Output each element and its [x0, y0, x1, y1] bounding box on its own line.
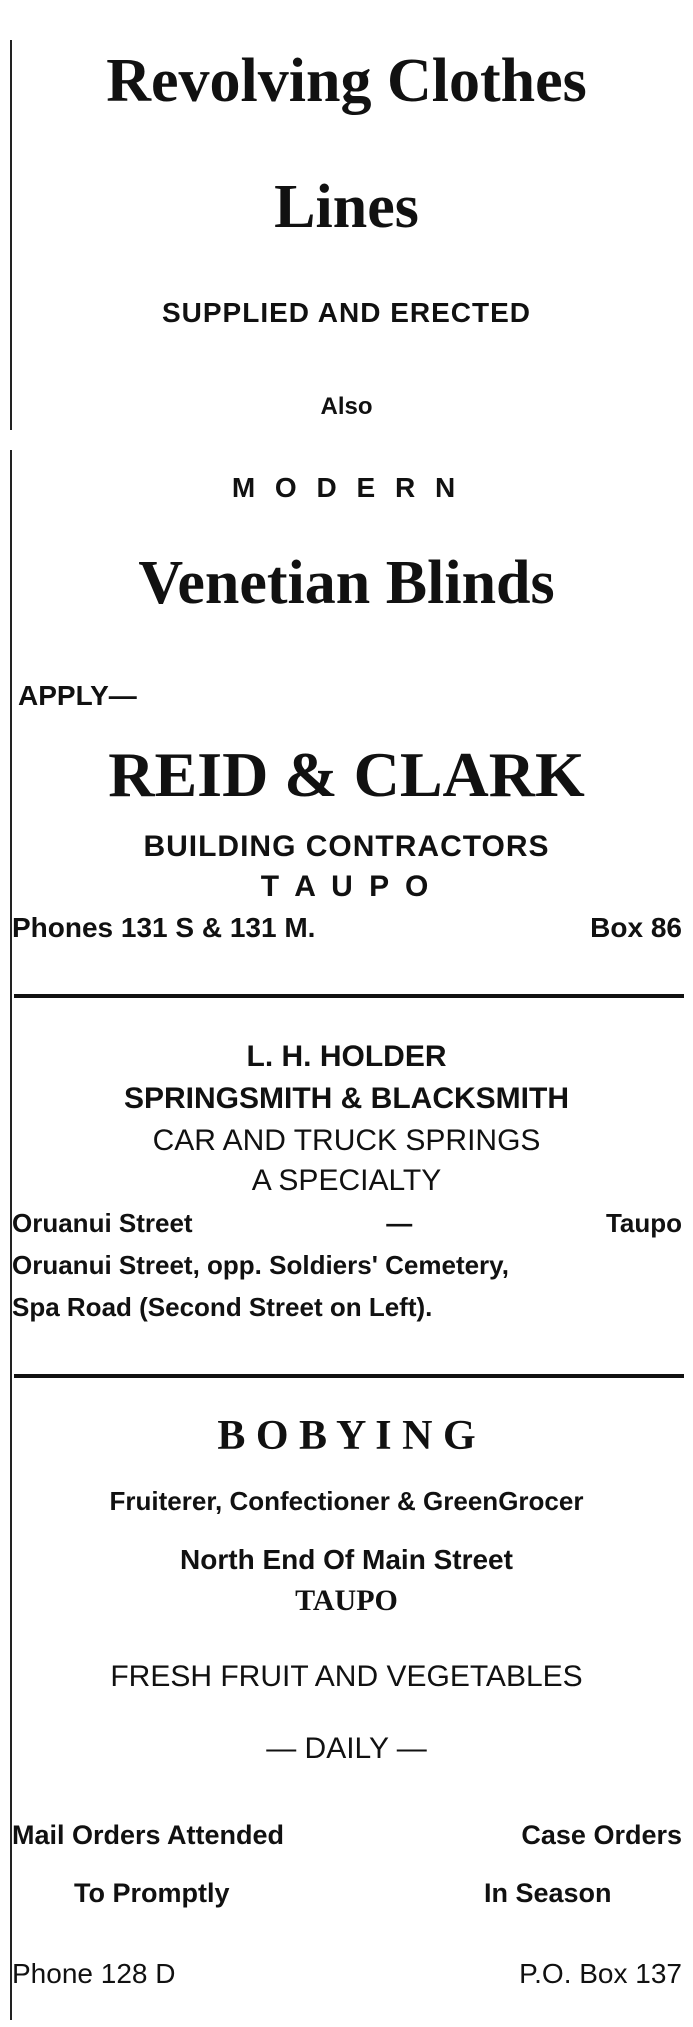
business-trade: Fruiterer, Confectioner & GreenGrocer: [109, 1486, 584, 1516]
company-name: REID & CLARK: [108, 739, 585, 810]
business-name: L. H. HOLDER: [246, 1040, 447, 1073]
business-service: CAR AND TRUCK SPRINGS: [152, 1124, 541, 1157]
town-name: Taupo: [605, 1208, 682, 1238]
case-orders-text: Case Orders: [521, 1820, 682, 1850]
case-orders-text-cont: In Season: [484, 1878, 612, 1908]
dash: —: [386, 1208, 413, 1238]
business-daily: — DAILY —: [266, 1732, 427, 1765]
business-name: B O B Y I N G: [217, 1413, 476, 1459]
ad-subheadline: SUPPLIED AND ERECTED: [161, 297, 531, 328]
address-line-2: Oruanui Street, opp. Soldiers' Cemetery,: [12, 1250, 509, 1280]
po-box: Box 86: [590, 912, 682, 943]
ad-also: Also: [320, 393, 373, 420]
street-name: Oruanui Street: [12, 1208, 193, 1238]
ad-product: Venetian Blinds: [138, 549, 555, 617]
divider: [14, 1374, 684, 1378]
contact-row: [12, 1958, 682, 1990]
mail-orders-text-cont: To Promptly: [74, 1878, 230, 1908]
address-line-3: Spa Road (Second Street on Left).: [12, 1292, 433, 1322]
business-trade: SPRINGSMITH & BLACKSMITH: [124, 1082, 569, 1115]
mail-orders-text: Mail Orders Attended: [12, 1820, 285, 1850]
phone-numbers: Phones 131 S & 131 M.: [12, 912, 316, 943]
ad-apply: APPLY—: [18, 680, 137, 711]
orders-row-2: [12, 1878, 682, 1909]
business-product: FRESH FRUIT AND VEGETABLES: [110, 1660, 583, 1693]
business-specialty: A SPECIALTY: [251, 1164, 442, 1197]
address-row: [12, 1208, 682, 1239]
ad-headline-cont: Lines: [274, 173, 419, 241]
business-location: North End Of Main Street: [180, 1544, 513, 1575]
ad-modern: M O D E R N: [231, 472, 462, 503]
company-town: T A U P O: [260, 870, 433, 903]
phone-number: Phone 128 D: [12, 1958, 176, 1989]
po-box: P.O. Box 137: [519, 1958, 682, 1989]
company-trade: BUILDING CONTRACTORS: [143, 830, 550, 863]
business-town: TAUPO: [295, 1584, 398, 1617]
contact-row: [12, 912, 682, 944]
ad-headline: Revolving Clothes: [106, 47, 587, 115]
orders-row-1: [12, 1820, 682, 1851]
divider: [14, 994, 684, 998]
